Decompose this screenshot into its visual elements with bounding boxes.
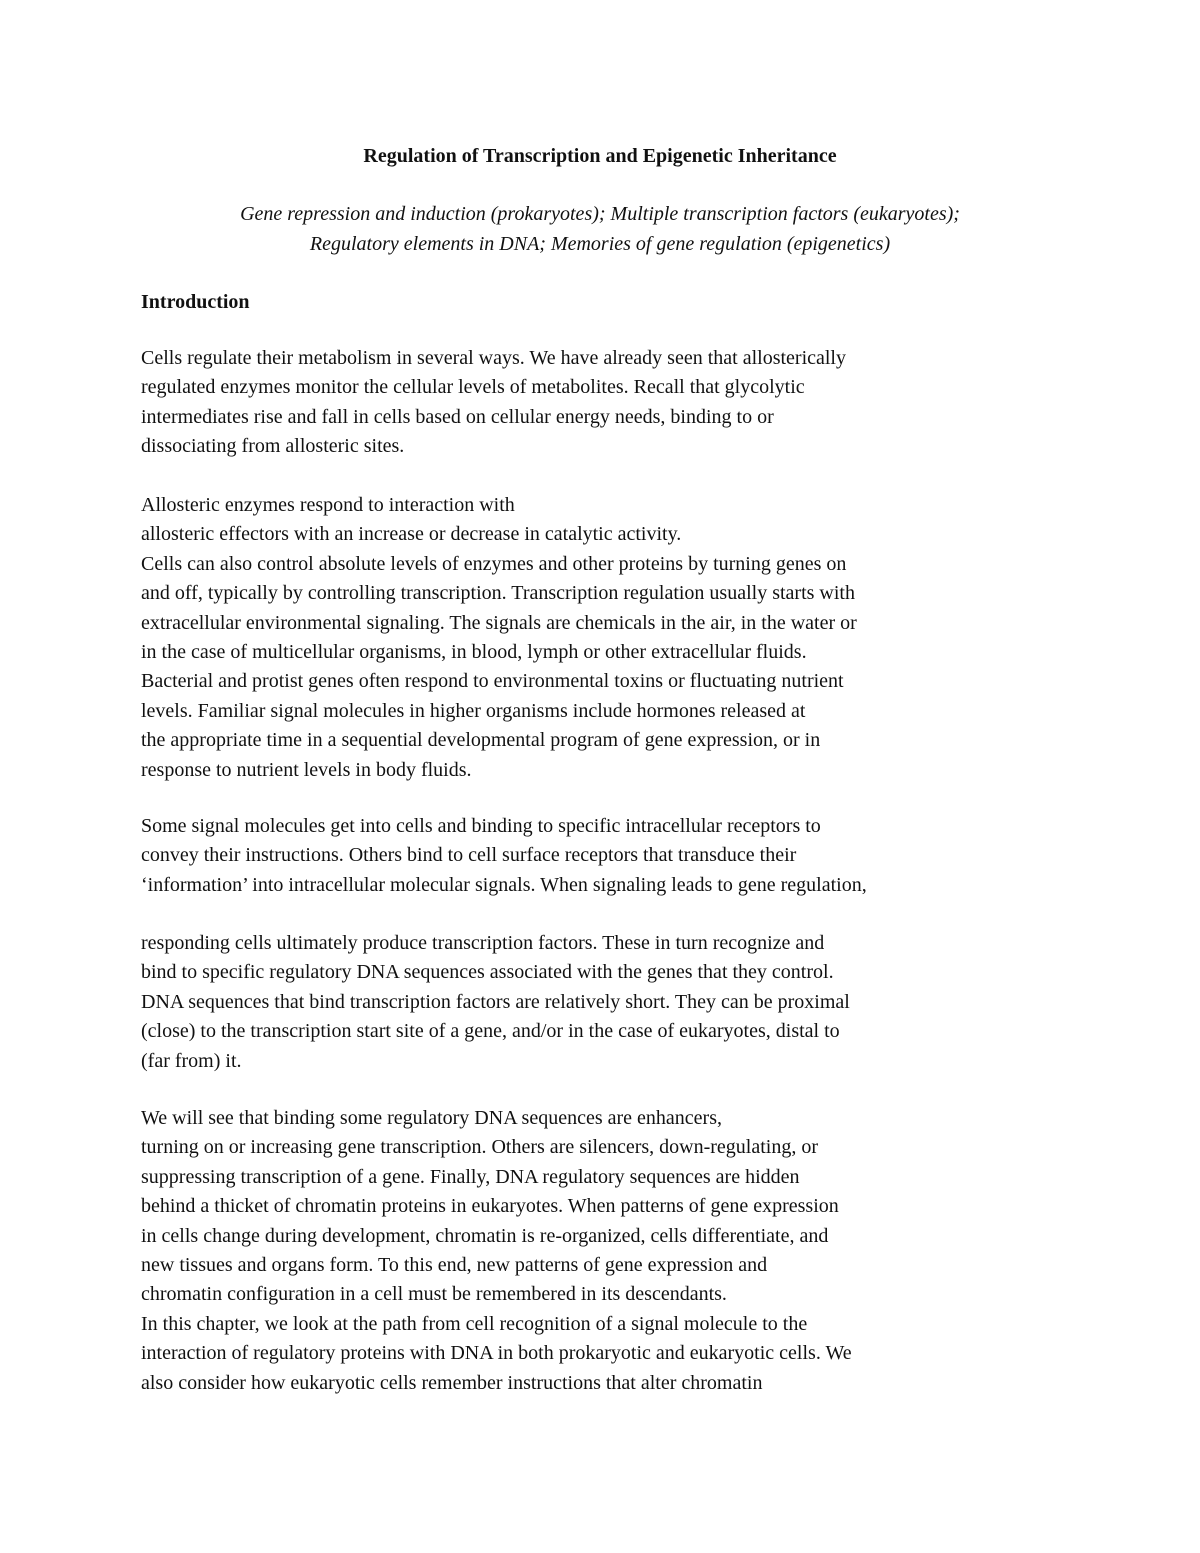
paragraph-line: bind to specific regulatory DNA sequences associated with the genes that they control.	[141, 961, 834, 984]
paragraph-5	[141, 1104, 1041, 1398]
paragraph-line: new tissues and organs form. To this end, new patterns of gene expression and	[141, 1254, 768, 1277]
paragraph-line: response to nutrient levels in body fluids.	[141, 758, 472, 781]
paragraph-line: regulated enzymes monitor the cellular levels of metabolites. Recall that glycolytic	[141, 376, 805, 399]
paragraph-line: suppressing transcription of a gene. Finally, DNA regulatory sequences are hidden	[141, 1165, 800, 1188]
paragraph-line: in cells change during development, chromatin is re-organized, cells differentiate, and	[141, 1224, 829, 1247]
paragraph-line: In this chapter, we look at the path from cell recognition of a signal molecule to the	[141, 1312, 808, 1335]
paragraph-line: chromatin configuration in a cell must be remembered in its descendants.	[141, 1283, 727, 1306]
paragraph-line: also consider how eukaryotic cells remember instructions that alter chromatin	[141, 1371, 763, 1394]
paragraph-line: responding cells ultimately produce transcription factors. These in turn recognize and	[141, 932, 825, 954]
document-subtitle	[0, 199, 1200, 259]
paragraph-line: in the case of multicellular organisms, in blood, lymph or other extracellular fluids.	[141, 641, 807, 664]
paragraph-line: behind a thicket of chromatin proteins in eukaryotes. When patterns of gene expression	[141, 1195, 839, 1218]
paragraph-3	[141, 812, 1041, 900]
paragraph-line: interaction of regulatory proteins with DNA in both prokaryotic and eukaryotic cells. We	[141, 1342, 852, 1365]
paragraph-line: Cells regulate their metabolism in several ways. We have already seen that allosterically	[141, 347, 846, 369]
paragraph-line: dissociating from allosteric sites.	[141, 435, 405, 458]
document-title: Regulation of Transcription and Epigenetic Inheritance	[363, 145, 837, 167]
paragraph-4	[141, 929, 1041, 1076]
paragraph-line: Cells can also control absolute levels of enzymes and other proteins by turning genes on	[141, 552, 847, 575]
paragraph-line: Allosteric enzymes respond to interaction with	[141, 494, 515, 516]
paragraph-2	[141, 491, 1041, 785]
paragraph-line: (far from) it.	[141, 1049, 242, 1072]
section-heading: Introduction	[141, 291, 250, 313]
paragraph-line: DNA sequences that bind transcription factors are relatively short. They can be proximal	[141, 990, 850, 1013]
paragraph-line: Bacterial and protist genes often respond to environmental toxins or fluctuating nutrient	[141, 670, 844, 693]
paragraph-line: levels. Familiar signal molecules in higher organisms include hormones released at	[141, 699, 806, 722]
paragraph-line: extracellular environmental signaling. The signals are chemicals in the air, in the water or	[141, 611, 857, 634]
paragraph-line: (close) to the transcription start site of a gene, and/or in the case of eukaryotes, distal to	[141, 1020, 840, 1043]
paragraph-line: allosteric effectors with an increase or decrease in catalytic activity.	[141, 523, 682, 546]
paragraph-line: We will see that binding some regulatory DNA sequences are enhancers,	[141, 1107, 722, 1129]
paragraph-line: and off, typically by controlling transcription. Transcription regulation usually starts with	[141, 582, 855, 605]
paragraph-line: turning on or increasing gene transcription. Others are silencers, down-regulating, or	[141, 1136, 819, 1159]
subtitle-line: Gene repression and induction (prokaryotes); Multiple transcription factors (eukaryotes);	[240, 203, 960, 225]
paragraph-line: the appropriate time in a sequential developmental program of gene expression, or in	[141, 729, 821, 752]
paragraph-1	[141, 344, 1041, 462]
paragraph-line: convey their instructions. Others bind to cell surface receptors that transduce their	[141, 844, 797, 867]
paragraph-line: Some signal molecules get into cells and binding to specific intracellular receptors to	[141, 815, 821, 837]
paragraph-line: intermediates rise and fall in cells based on cellular energy needs, binding to or	[141, 405, 774, 428]
paragraph-line: ‘information’ into intracellular molecular signals. When signaling leads to gene regulation,	[141, 873, 867, 896]
subtitle-line: Regulatory elements in DNA; Memories of gene regulation (epigenetics)	[309, 233, 891, 255]
